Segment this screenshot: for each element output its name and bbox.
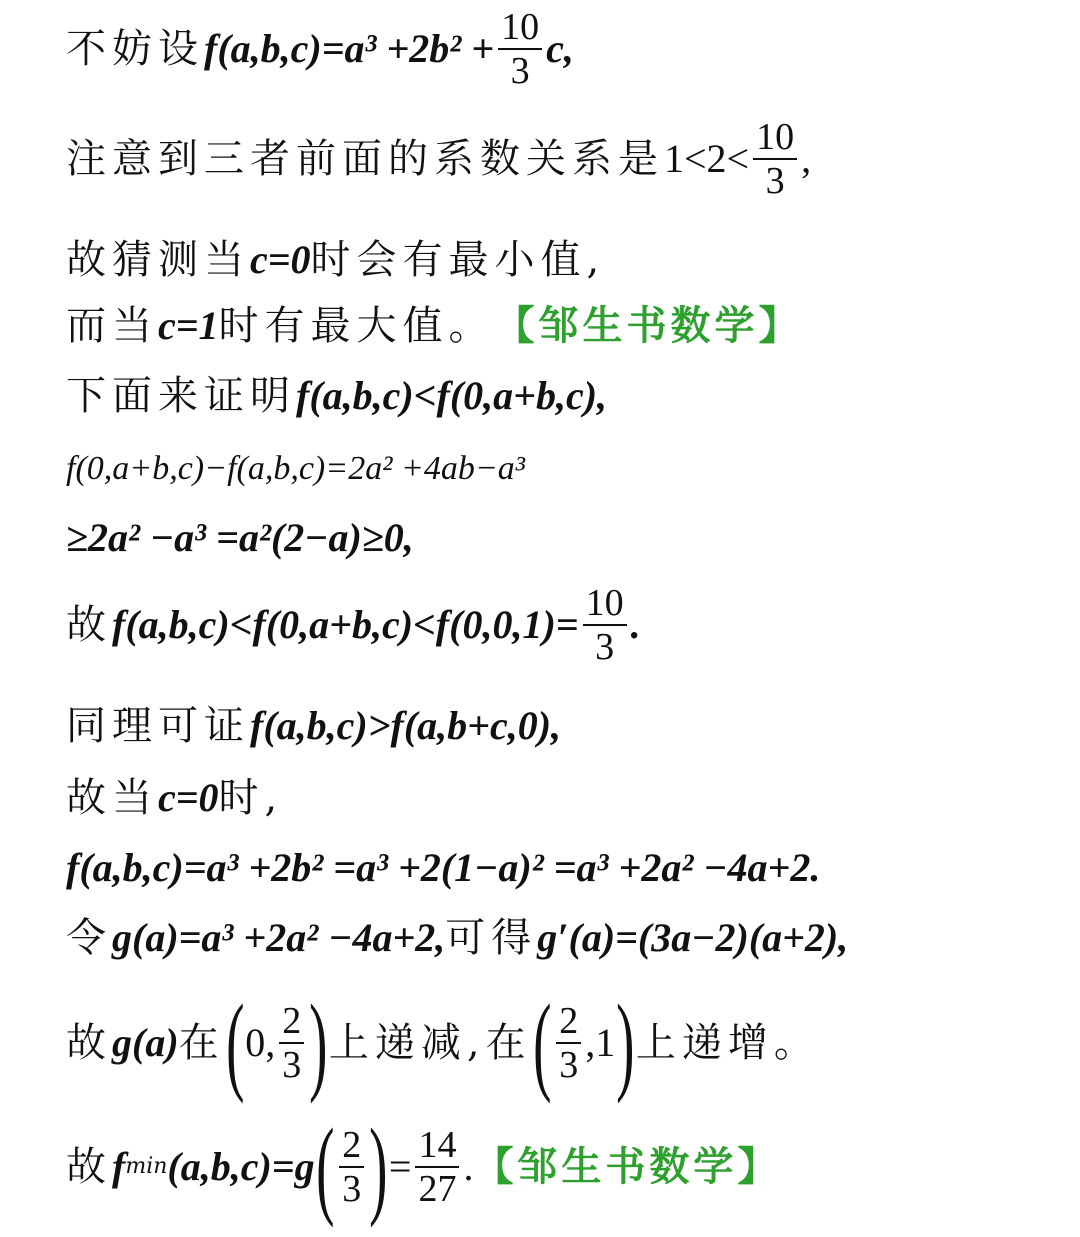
fraction — [279, 1002, 304, 1084]
line-expand — [66, 845, 821, 890]
formula: f(a,b,c)=a³ +2b² =a³ +2(1−a)² =a³ +2a² −4a+2. — [66, 845, 821, 890]
fraction — [556, 1002, 581, 1084]
fraction-denominator: 3 — [282, 1044, 302, 1086]
formula: ,1 — [585, 1020, 616, 1065]
fraction-numerator: 10 — [501, 6, 540, 48]
left-paren: ( — [225, 982, 245, 1104]
fraction-numerator: 10 — [585, 582, 624, 624]
text: 时有最大值。 — [218, 303, 495, 349]
left-paren: ( — [532, 982, 552, 1104]
fraction-numerator: 2 — [342, 1124, 362, 1166]
text: 同理可证 — [66, 703, 250, 749]
formula: (a,b,c)=g — [167, 1144, 315, 1189]
fraction-denominator: 27 — [418, 1168, 457, 1210]
formula: ≥2a² −a³ =a²(2−a)≥0, — [66, 515, 414, 560]
formula: , — [801, 136, 812, 181]
line-similarly — [66, 703, 562, 749]
formula: c=0 — [158, 775, 219, 820]
line-guess-max — [66, 302, 803, 349]
formula: c, — [546, 26, 574, 71]
fraction — [583, 584, 627, 666]
line-guess-min — [66, 237, 606, 283]
text: 下面来证明 — [66, 373, 296, 419]
fraction — [753, 118, 797, 200]
text: 可得 — [445, 915, 538, 961]
line-conclusion-max — [66, 584, 641, 666]
fraction-denominator: 3 — [765, 160, 785, 202]
fraction — [415, 1126, 459, 1208]
line-when-c0 — [66, 775, 284, 821]
formula: f(a,b,c)<f(0,a+b,c)<f(0,0,1)= — [112, 602, 579, 647]
fraction-denominator: 3 — [510, 50, 530, 92]
right-paren: ) — [309, 982, 328, 1104]
formula: f(a,b,c)>f(a,b+c,0), — [250, 703, 562, 748]
fraction-numerator: 2 — [559, 1000, 579, 1042]
subscript: min — [125, 1154, 168, 1179]
text: 而当 — [66, 303, 158, 349]
right-paren: ) — [369, 1106, 388, 1228]
line-prove — [66, 373, 608, 419]
formula: . — [463, 1144, 474, 1189]
fraction-denominator: 3 — [595, 626, 615, 668]
line-inequality — [66, 515, 414, 560]
text: 注意到三者前面的系数关系是 — [66, 136, 664, 182]
formula: c=1 — [158, 303, 219, 348]
text: 故 — [66, 602, 112, 648]
formula: 0, — [245, 1020, 276, 1065]
line-define-f — [66, 8, 574, 90]
formula: g′(a)=(3a−2)(a+2), — [537, 915, 849, 960]
formula: f(a,b,c)<f(0,a+b,c), — [296, 373, 608, 418]
text: 上递减,在 — [328, 1020, 532, 1066]
line-final-min — [66, 1106, 782, 1228]
line-difference — [66, 452, 525, 486]
fraction-numerator: 10 — [756, 116, 795, 158]
text: 故 — [66, 1144, 112, 1190]
text: 故 — [66, 1020, 112, 1066]
text: 故猜测当 — [66, 237, 250, 283]
right-paren: ) — [616, 982, 635, 1104]
formula: g(a) — [112, 1020, 179, 1065]
text: 不妨设 — [66, 26, 204, 72]
fraction-numerator: 2 — [282, 1000, 302, 1042]
text: 故当 — [66, 775, 158, 821]
formula: f(a,b,c)=a³ +2b² + — [204, 26, 495, 71]
fraction-denominator: 3 — [559, 1044, 579, 1086]
formula: = — [388, 1144, 412, 1189]
formula: f(0,a+b,c)−f(a,b,c)=2a² +4ab−a³ — [66, 450, 525, 487]
line-coefficients — [66, 118, 811, 200]
fraction-denominator: 3 — [342, 1168, 362, 1210]
text: 上递增。 — [635, 1020, 820, 1066]
text: 时, — [218, 775, 284, 821]
left-paren: ( — [315, 1106, 335, 1228]
text: 时会有最小值, — [310, 237, 606, 283]
line-define-g — [66, 915, 849, 961]
watermark-tag: 【邹生书数学】 — [494, 302, 803, 349]
watermark-tag: 【邹生书数学】 — [473, 1143, 782, 1190]
formula: c=0 — [250, 237, 311, 282]
text: 在 — [178, 1020, 225, 1066]
line-monotonic — [66, 982, 820, 1104]
text: 令 — [66, 915, 112, 961]
fraction — [498, 8, 542, 90]
fraction — [339, 1126, 364, 1208]
formula: . — [630, 602, 641, 647]
fraction-numerator: 14 — [418, 1124, 457, 1166]
formula: f — [112, 1144, 126, 1189]
formula: g(a)=a³ +2a² −4a+2, — [112, 915, 446, 960]
formula: 1<2< — [664, 136, 750, 181]
